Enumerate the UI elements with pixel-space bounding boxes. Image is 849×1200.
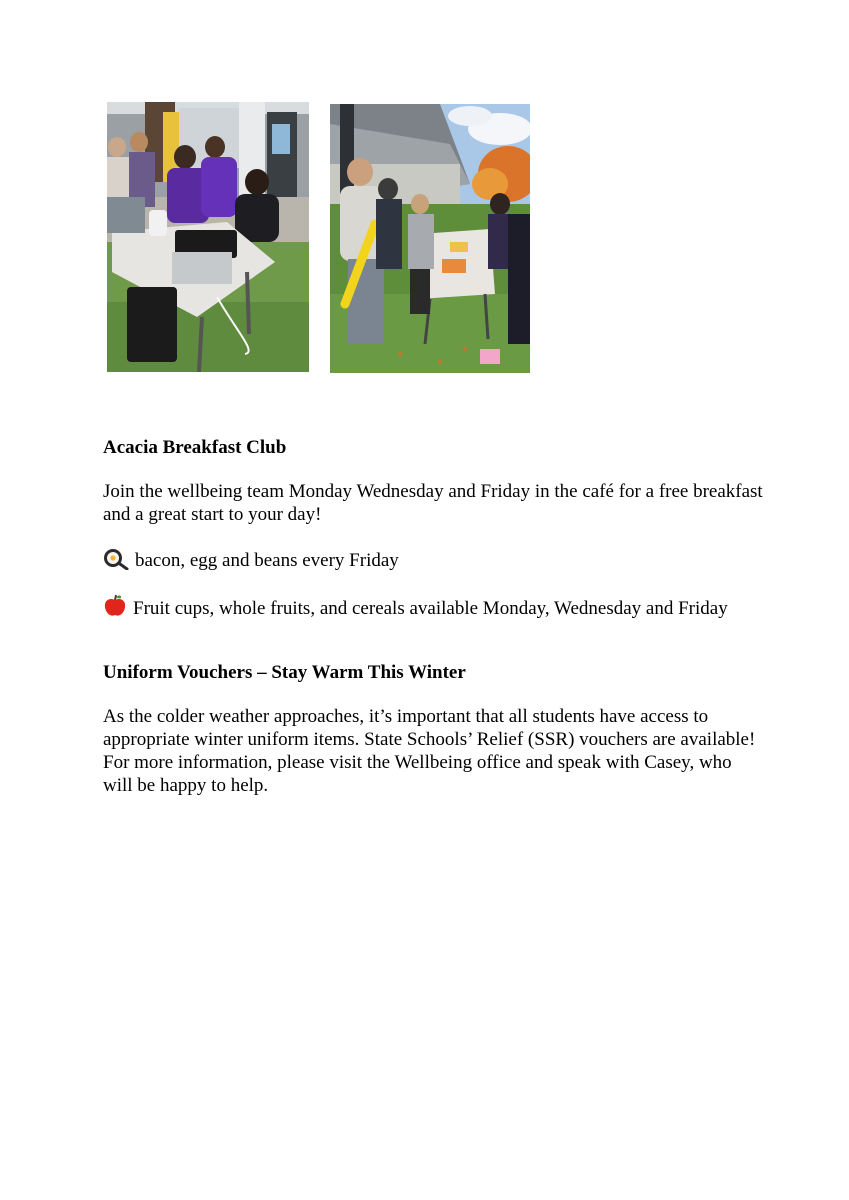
- food-stall-photo: [330, 104, 530, 373]
- fruit-breakfast-item: [103, 594, 763, 624]
- uniform-vouchers-heading: Uniform Vouchers – Stay Warm This Winter: [103, 662, 466, 683]
- friday-breakfast-text: bacon, egg and beans every Friday: [135, 550, 399, 571]
- frying-pan-egg-icon: [103, 548, 129, 576]
- fruit-breakfast-text: Fruit cups, whole fruits, and cereals available Monday, Wednesday and Friday: [133, 598, 728, 619]
- breakfast-club-heading: Acacia Breakfast Club: [103, 437, 287, 458]
- uniform-vouchers-paragraph: As the colder weather approaches, it’s important that all students have access to appropriate winter uniform items. State Schools’ Relief (SSR) vouchers are available! For more information, please visit the Wellbeing office and speak with Casey, who will be happy to help.: [103, 706, 756, 796]
- dj-table-photo: [107, 102, 309, 372]
- friday-breakfast-item: [103, 548, 763, 576]
- breakfast-intro-paragraph: Join the wellbeing team Monday Wednesday and Friday in the café for a free breakfast and a great start to your day!: [103, 481, 763, 525]
- red-apple-icon: [103, 594, 127, 624]
